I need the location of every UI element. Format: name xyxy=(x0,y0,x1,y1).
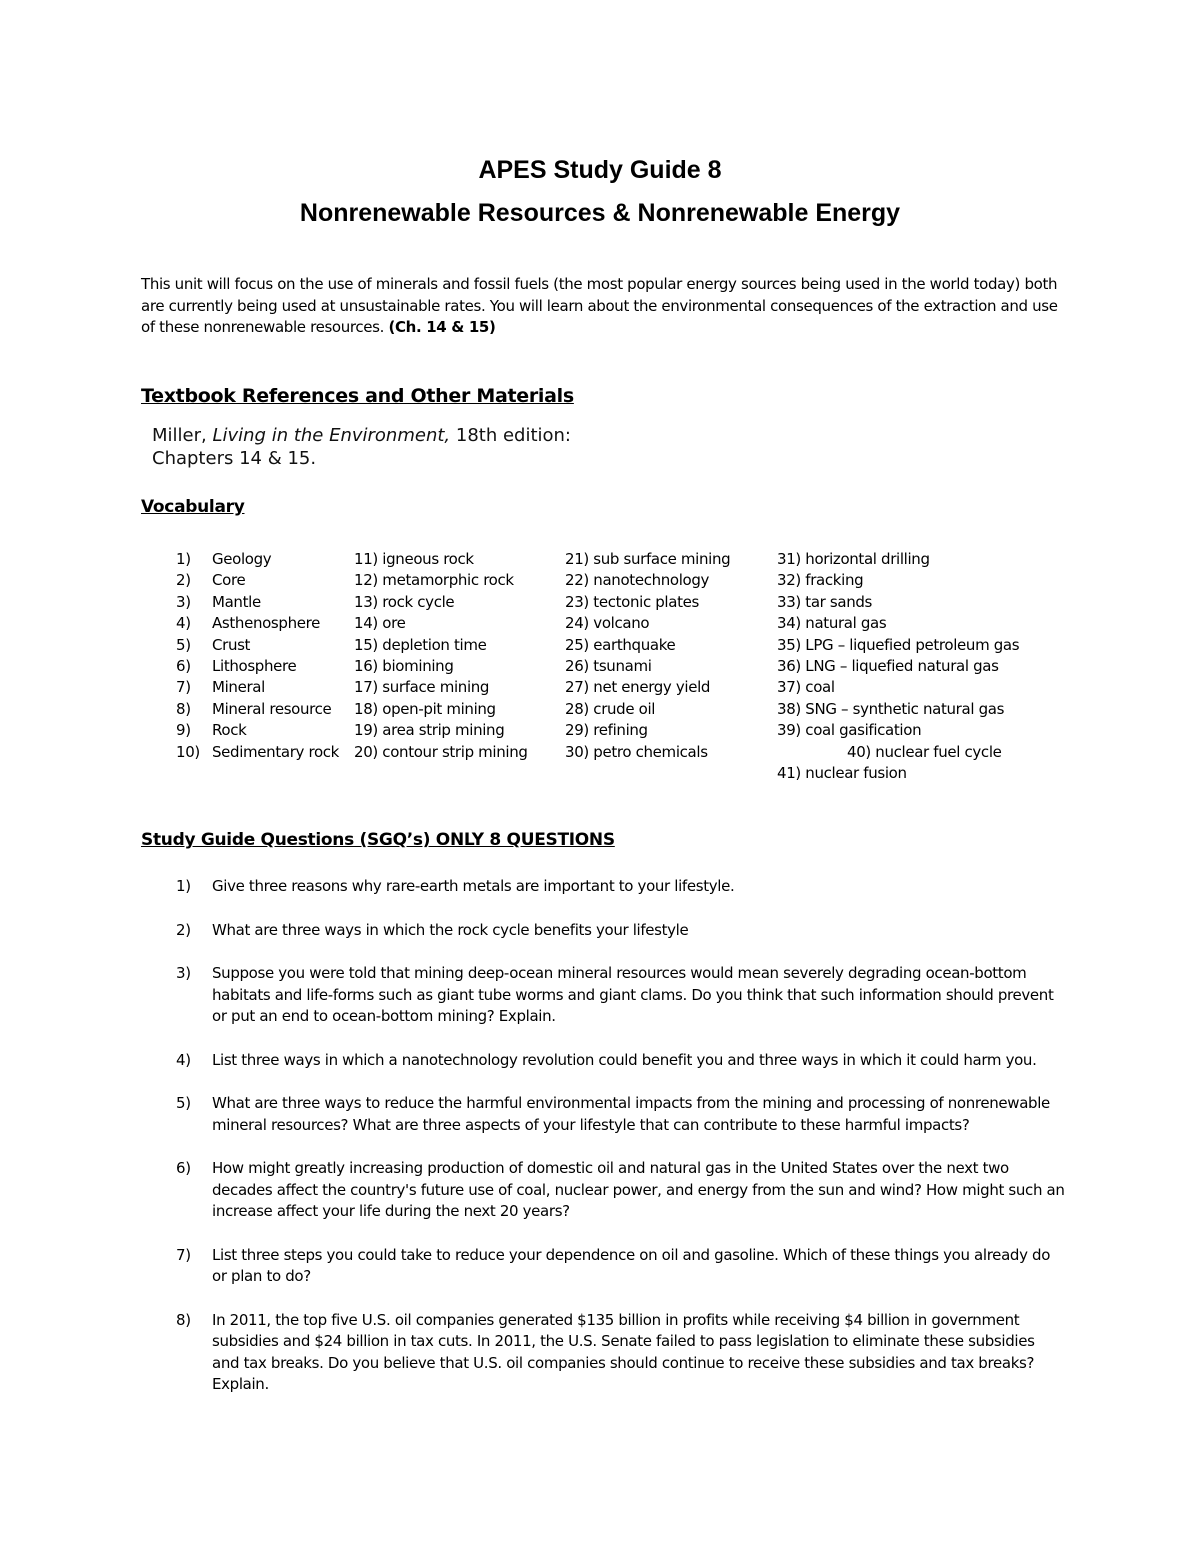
vocab-number: 2) xyxy=(176,571,191,590)
vocab-item xyxy=(176,570,339,591)
vocabulary-heading: Vocabulary xyxy=(141,497,245,517)
question-item xyxy=(176,1245,1066,1288)
vocab-term: Crust xyxy=(212,635,251,654)
vocab-item: 27) net energy yield xyxy=(565,678,711,697)
vocab-item xyxy=(176,592,339,613)
vocab-term: Mineral xyxy=(212,678,265,697)
vocab-number: 8) xyxy=(176,699,191,718)
vocab-number: 7) xyxy=(176,678,191,697)
vocab-item xyxy=(176,613,339,634)
vocab-item: 31) horizontal drilling xyxy=(777,550,930,568)
vocab-item: 12) metamorphic rock xyxy=(354,571,514,590)
vocab-item: 41) nuclear fusion xyxy=(777,763,907,782)
textbook-heading: Textbook References and Other Materials xyxy=(141,385,574,407)
vocab-column-3 xyxy=(565,549,730,763)
study-questions-list xyxy=(176,876,1066,1418)
reference-book-title: Living in the Environment, xyxy=(212,425,451,446)
question-number: 6) xyxy=(176,1159,191,1177)
vocab-item xyxy=(176,635,339,656)
reference-edition: 18th edition: xyxy=(450,425,571,446)
vocab-item: 13) rock cycle xyxy=(354,592,455,611)
reference-author: Miller, xyxy=(152,425,213,446)
vocab-item: 23) tectonic plates xyxy=(565,592,699,611)
vocab-item: 26) tsunami xyxy=(565,656,652,675)
vocab-column-4 xyxy=(777,549,1019,784)
vocab-number: 1) xyxy=(176,550,191,568)
question-number: 1) xyxy=(176,877,191,895)
reference-line-1 xyxy=(152,424,571,447)
question-number: 7) xyxy=(176,1245,191,1264)
vocab-item: 21) sub surface mining xyxy=(565,550,731,568)
vocab-term: Mineral resource xyxy=(212,699,332,718)
page-subtitle: Nonrenewable Resources & Nonrenewable Energy xyxy=(299,199,901,227)
vocab-item: 38) SNG – synthetic natural gas xyxy=(777,699,1005,718)
vocab-term: Asthenosphere xyxy=(212,614,320,633)
question-item xyxy=(176,1093,1066,1136)
vocab-column-1 xyxy=(176,549,339,763)
vocab-item: 18) open-pit mining xyxy=(354,699,496,718)
vocab-item xyxy=(176,549,339,570)
vocab-number: 9) xyxy=(176,721,191,740)
vocab-term: Rock xyxy=(212,721,247,740)
vocab-term: Sedimentary rock xyxy=(212,742,340,761)
question-item xyxy=(176,1310,1066,1396)
vocab-column-2 xyxy=(354,549,528,763)
vocab-item: 34) natural gas xyxy=(777,614,887,633)
question-number: 5) xyxy=(176,1094,191,1112)
vocab-item: 14) ore xyxy=(354,614,406,633)
vocab-item: 24) volcano xyxy=(565,614,650,633)
vocab-item: 32) fracking xyxy=(777,571,864,590)
vocab-term: Geology xyxy=(212,550,272,568)
question-number: 4) xyxy=(176,1050,191,1069)
question-number: 3) xyxy=(176,964,191,982)
question-text: How might greatly increasing production of domestic oil and natural gas in the United States over the next two decades affect the country's future use of coal, nuclear power, and energy from the sun and wind? How might such an increase affect your life during the next 20 years? xyxy=(212,1159,1065,1220)
question-text: What are three ways to reduce the harmful environmental impacts from the mining and processing of nonrenewable mineral resources? What are three aspects of your lifestyle that can contribute to these harmful impacts? xyxy=(212,1094,1050,1134)
study-questions-heading: Study Guide Questions (SGQ’s) ONLY 8 QUESTIONS xyxy=(141,830,615,850)
vocab-term: Lithosphere xyxy=(212,656,297,675)
vocab-item: 29) refining xyxy=(565,721,648,740)
question-item xyxy=(176,876,1066,898)
question-item xyxy=(176,963,1066,1028)
textbook-reference xyxy=(152,424,571,470)
vocab-item: 20) contour strip mining xyxy=(354,742,528,761)
vocab-number: 3) xyxy=(176,592,191,611)
question-text: Suppose you were told that mining deep-ocean mineral resources would mean severely degrading ocean-bottom habitats and life-forms such as giant tube worms and giant clams. Do you think that such information should prevent or put an end to ocean-bottom mining? Explain. xyxy=(212,964,1054,1025)
vocab-item: 36) LNG – liquefied natural gas xyxy=(777,656,999,675)
question-number: 8) xyxy=(176,1310,191,1329)
vocab-item: 15) depletion time xyxy=(354,635,487,654)
vocab-item: 17) surface mining xyxy=(354,678,490,697)
vocab-item: 28) crude oil xyxy=(565,699,656,718)
vocab-number: 4) xyxy=(176,614,191,633)
vocab-term: Core xyxy=(212,571,246,590)
vocab-item: 25) earthquake xyxy=(565,635,676,654)
vocab-item xyxy=(176,677,339,698)
intro-text: This unit will focus on the use of minerals and fossil fuels (the most popular energy sources being used in the world today) both are currently being used at unsustainable rates. You will learn about the environmental consequences of the extraction and use of these nonrenewable resources. xyxy=(141,275,1058,336)
vocab-number: 6) xyxy=(176,656,191,675)
question-text: List three ways in which a nanotechnology revolution could benefit you and three ways in which it could harm you. xyxy=(212,1050,1037,1069)
question-text: In 2011, the top five U.S. oil companies generated $135 billion in profits while receiving $4 billion in government subsidies and $24 billion in tax cuts. In 2011, the U.S. Senate failed to pass legislation to eliminate these subsidies and tax breaks. Do you believe that U.S. oil companies should continue to receive these subsidies and tax breaks? Explain. xyxy=(212,1310,1035,1393)
vocab-item: 11) igneous rock xyxy=(354,550,474,568)
intro-paragraph xyxy=(141,274,1061,339)
question-text: What are three ways in which the rock cycle benefits your lifestyle xyxy=(212,920,689,939)
question-item xyxy=(176,920,1066,942)
vocab-item: 22) nanotechnology xyxy=(565,571,710,590)
vocab-term: Mantle xyxy=(212,592,261,611)
vocab-item xyxy=(176,720,339,741)
vocab-item xyxy=(176,656,339,677)
vocab-item: 16) biomining xyxy=(354,656,454,675)
question-text: Give three reasons why rare-earth metals are important to your lifestyle. xyxy=(212,877,735,895)
question-item xyxy=(176,1050,1066,1072)
vocab-item: 40) nuclear fuel cycle xyxy=(847,742,1002,761)
intro-chapters: (Ch. 14 & 15) xyxy=(388,318,496,336)
vocab-item: 30) petro chemicals xyxy=(565,742,708,761)
vocab-item: 37) coal xyxy=(777,678,835,697)
vocab-item: 19) area strip mining xyxy=(354,721,505,740)
question-number: 2) xyxy=(176,920,191,939)
vocab-item: 35) LPG – liquefied petroleum gas xyxy=(777,635,1020,654)
vocab-number: 10) xyxy=(176,742,200,761)
question-item xyxy=(176,1158,1066,1223)
vocab-item: 33) tar sands xyxy=(777,592,873,611)
vocab-item xyxy=(176,742,339,763)
reference-chapters: Chapters 14 & 15. xyxy=(152,448,317,469)
vocab-number: 5) xyxy=(176,635,191,654)
vocab-item xyxy=(176,699,339,720)
vocab-item: 39) coal gasification xyxy=(777,721,922,740)
page-title: APES Study Guide 8 xyxy=(478,156,722,184)
question-text: List three steps you could take to reduce your dependence on oil and gasoline. Which of these things you already do or plan to do? xyxy=(212,1245,1051,1285)
